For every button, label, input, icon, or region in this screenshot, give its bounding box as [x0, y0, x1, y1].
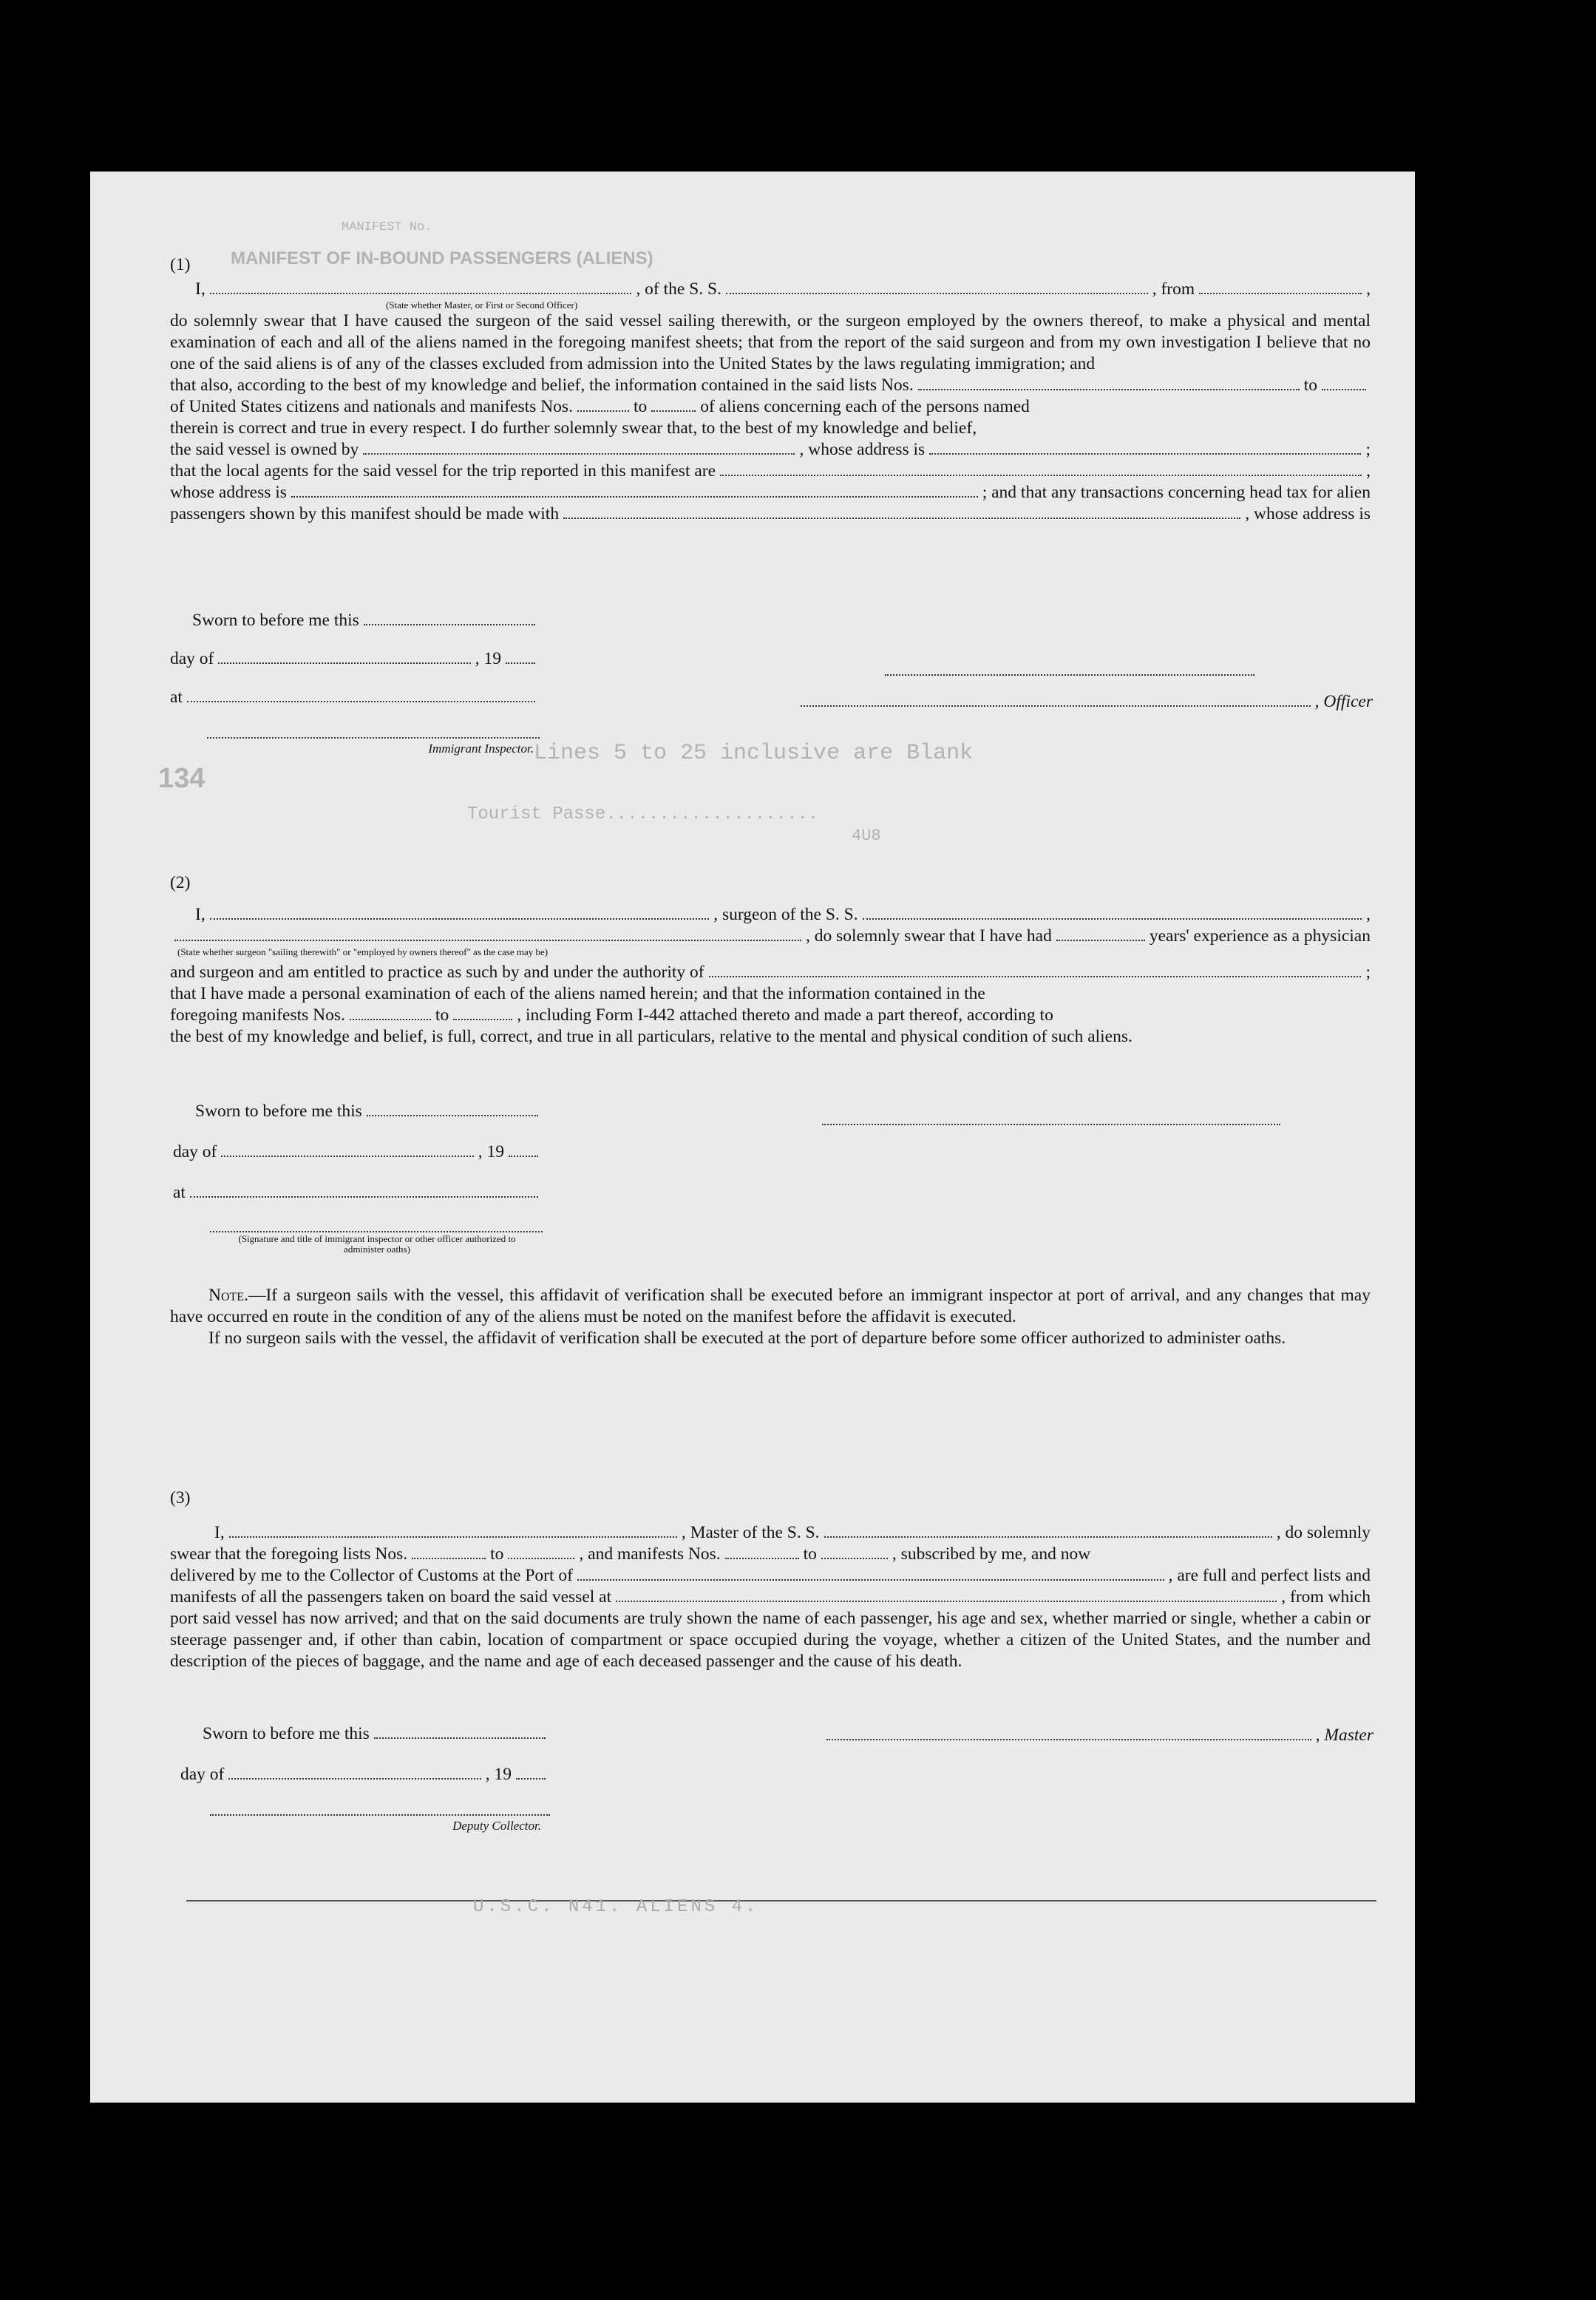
sworn-month-field-1[interactable]	[218, 662, 470, 664]
form-page	[90, 172, 1415, 2103]
collector-signature-field[interactable]	[210, 1814, 550, 1816]
section-3-number: (3)	[170, 1488, 191, 1507]
section-3-sworn: Sworn to before me this day of , 19 Deputy Collector.	[180, 1724, 550, 1833]
s2-signature-caption: (Signature and title of immigrant inspector or other officer authorized to administer oaths)	[238, 1233, 516, 1255]
section-3-body: port said vessel has now arrived; and that on the said documents are truly shown the name of each passenger, his age and sex, whether married or single, whether a cabin or steerage passenger and, if other than cabin, location of compartment or space occupied during the voyage, whether a citizen of the United States, and the number and description of the pieces of baggage, and the name and age of each deceased passenger and the cause of his death.	[170, 1609, 1371, 1671]
master-signature: , Master	[822, 1726, 1373, 1746]
section-1-sworn: Sworn to before me this day of , 19 at Immigrant Inspector.	[170, 611, 540, 756]
section-3: (3) I, , Master of the S. S. , do solemnly swear that the foregoing lists Nos. to , and manifests Nos. to , subscribed by me, and now delivered by me to the Collector of Customs at the Port of , are full and perfect lists and manifests of all the passengers taken on board the said vessel at , from which port said vessel has now arrived; and that on the said documents are truly shown the name of each passenger, his age and sex, whether married or single, whether a cabin or steerage passenger and, if other than cabin, location of compartment or space occupied during the voyage, whether a citizen of the United States, and the number and description of the pieces of baggage, and the name and age of each deceased passenger and the cause of his death.	[170, 1488, 1371, 1671]
section-2-body-2: the best of my knowledge and belief, is full, correct, and true in all particulars, relative to the mental and physical condition of such aliens.	[170, 1027, 1133, 1046]
background-lines-note: Lines 5 to 25 inclusive are Blank	[534, 741, 974, 766]
sworn-year-field-1[interactable]	[506, 662, 535, 664]
departure-port-field[interactable]	[1199, 293, 1362, 294]
section-1-number: (1)	[170, 255, 191, 274]
manifests-to-field[interactable]	[651, 410, 696, 412]
boarding-port-field[interactable]	[616, 1601, 1277, 1602]
s3-manifests-from-field[interactable]	[725, 1558, 799, 1559]
lists-from-field[interactable]	[918, 389, 1300, 390]
agent-address-field[interactable]	[291, 496, 978, 498]
lists-to-field[interactable]	[1322, 389, 1366, 390]
sworn-place-field-1[interactable]	[187, 701, 535, 702]
sworn-month-field-3[interactable]	[228, 1778, 481, 1780]
section-1-agent-address-line: whose address is ; and that any transactions concerning head tax for alien	[170, 483, 1371, 502]
surgeon-signature	[822, 1124, 1280, 1125]
manifests-from-field[interactable]	[577, 410, 629, 412]
surgeon-status-field[interactable]	[174, 940, 801, 941]
sworn-place-field-2[interactable]	[190, 1196, 538, 1198]
surgeon-vessel-field[interactable]	[863, 918, 1362, 920]
officer-signature-line-1[interactable]	[885, 674, 1254, 676]
agents-field[interactable]	[720, 475, 1362, 476]
s3-manifests-to-field[interactable]	[821, 1558, 888, 1559]
section-1-caption: (State whether Master, or First or Second Officer)	[386, 299, 578, 311]
background-code: 4U8	[852, 827, 881, 845]
inspector-signature-field[interactable]	[207, 737, 540, 739]
sworn-year-field-2[interactable]	[509, 1156, 538, 1157]
sworn-date-field-2[interactable]	[367, 1115, 538, 1116]
sworn-month-field-2[interactable]	[221, 1156, 473, 1157]
officer-signature-line-2[interactable]	[801, 705, 1311, 707]
s3-vessel-field[interactable]	[824, 1536, 1272, 1538]
master-name-field[interactable]	[229, 1536, 677, 1538]
sworn-date-field-3[interactable]	[374, 1737, 546, 1739]
section-1-lists-line: that also, according to the best of my knowledge and belief, the information contained in the said lists Nos. to	[170, 375, 1371, 396]
section-1-headtax-line: passengers shown by this manifest should be made with , whose address is	[170, 504, 1371, 523]
s2-manifests-from-field[interactable]	[350, 1019, 431, 1020]
section-1-manifests-line: of United States citizens and nationals and manifests Nos. to of aliens concerning each of the persons named	[170, 397, 1030, 416]
section-2: (2) I, , surgeon of the S. S. , , do solemnly swear that I have had years' experience as a physician (State whether surgeon "sailing therewith" or "employed by owners thereof" as the case may be) and surgeon and am entitled to practice as such by and under the authority of ; that I have made a personal examination of each of the aliens named herein; and that the information contained in the foregoing manifests Nos. to , including Form I-442 attached thereto and made a part thereof, according to the best of my knowledge and belief, is full, correct, and true in all particulars, relative to the mental and physical condition of such aliens.	[170, 873, 1371, 1046]
vessel-name-field[interactable]	[726, 293, 1148, 294]
section-2-number: (2)	[170, 873, 191, 892]
background-class-note: Tourist Passe....................	[467, 804, 819, 824]
surgeon-name-field[interactable]	[210, 918, 710, 920]
section-1	[170, 254, 1371, 525]
section-2-body-1: that I have made a personal examination of each of the aliens named herein; and that the information contained in the	[170, 984, 985, 1003]
section-1-agents-line: that the local agents for the said vessel for the trip reported in this manifest are ,	[170, 461, 1371, 481]
background-number: 134	[158, 763, 206, 794]
master-signature-field[interactable]	[826, 1739, 1311, 1740]
section-1-owner-line: the said vessel is owned by , whose address is ;	[170, 440, 1371, 459]
background-manifest-no: MANIFEST No.	[342, 220, 432, 234]
bottom-rule	[186, 1900, 1376, 1902]
section-1-body-2: therein is correct and true in every respect. I do further solemnly swear that, to the best of my knowledge and belief,	[170, 418, 977, 438]
sworn-year-field-3[interactable]	[516, 1778, 546, 1780]
section-2-note: Note.—If a surgeon sails with the vessel, this affidavit of verification shall be executed before an immigrant inspector at port of arrival, and any changes that may have occurred en route in the condition of any of the aliens must be noted on the manifest before the affidavit is executed. If no surgeon sails with the vessel, the affidavit of verification shall be executed at the port of departure before some officer authorized to administer oaths.	[170, 1286, 1371, 1348]
years-experience-field[interactable]	[1056, 940, 1145, 941]
headtax-agent-field[interactable]	[563, 518, 1240, 519]
s3-lists-to-field[interactable]	[508, 1558, 574, 1559]
section-1-line-1: I, , of the S. S. , from ,	[195, 279, 1371, 299]
inspector-caption: Immigrant Inspector.	[428, 742, 534, 756]
section-1-body-1: do solemnly swear that I have caused the surgeon of the said vessel sailing therewith, or the surgeon employed by the owners thereof, to make a physical and mental examination of each and all of the aliens named in the foregoing manifest sheets; that from the report of the said surgeon and from my own investigation I believe that no one of the said aliens is of any of the classes excluded from admission into the United States by the laws regulating immigration; and	[170, 311, 1371, 373]
s2-manifests-to-field[interactable]	[453, 1019, 512, 1020]
officer-signature: , Officer	[796, 674, 1373, 712]
section-2-sworn: Sworn to before me this day of , 19 at (Signature and title of immigrant inspector or other officer authorized to administer oaths)	[173, 1102, 543, 1255]
officer-name-field[interactable]	[210, 293, 632, 294]
port-field[interactable]	[577, 1579, 1164, 1581]
background-title: MANIFEST OF IN-BOUND PASSENGERS (ALIENS)	[231, 248, 653, 268]
authority-field[interactable]	[709, 976, 1362, 977]
surgeon-signature-field[interactable]	[822, 1124, 1280, 1125]
sworn-date-field-1[interactable]	[364, 624, 535, 625]
s3-lists-from-field[interactable]	[412, 1558, 486, 1559]
s2-inspector-signature-field[interactable]	[210, 1231, 543, 1232]
footer-form-number: U.S.C. N41. ALIENS 4.	[473, 1897, 759, 1917]
owner-field[interactable]	[363, 453, 795, 455]
section-2-caption: (State whether surgeon "sailing therewith" or "employed by owners thereof" as the case may be)	[177, 946, 549, 957]
owner-address-field[interactable]	[929, 453, 1361, 455]
collector-caption: Deputy Collector.	[452, 1819, 541, 1833]
